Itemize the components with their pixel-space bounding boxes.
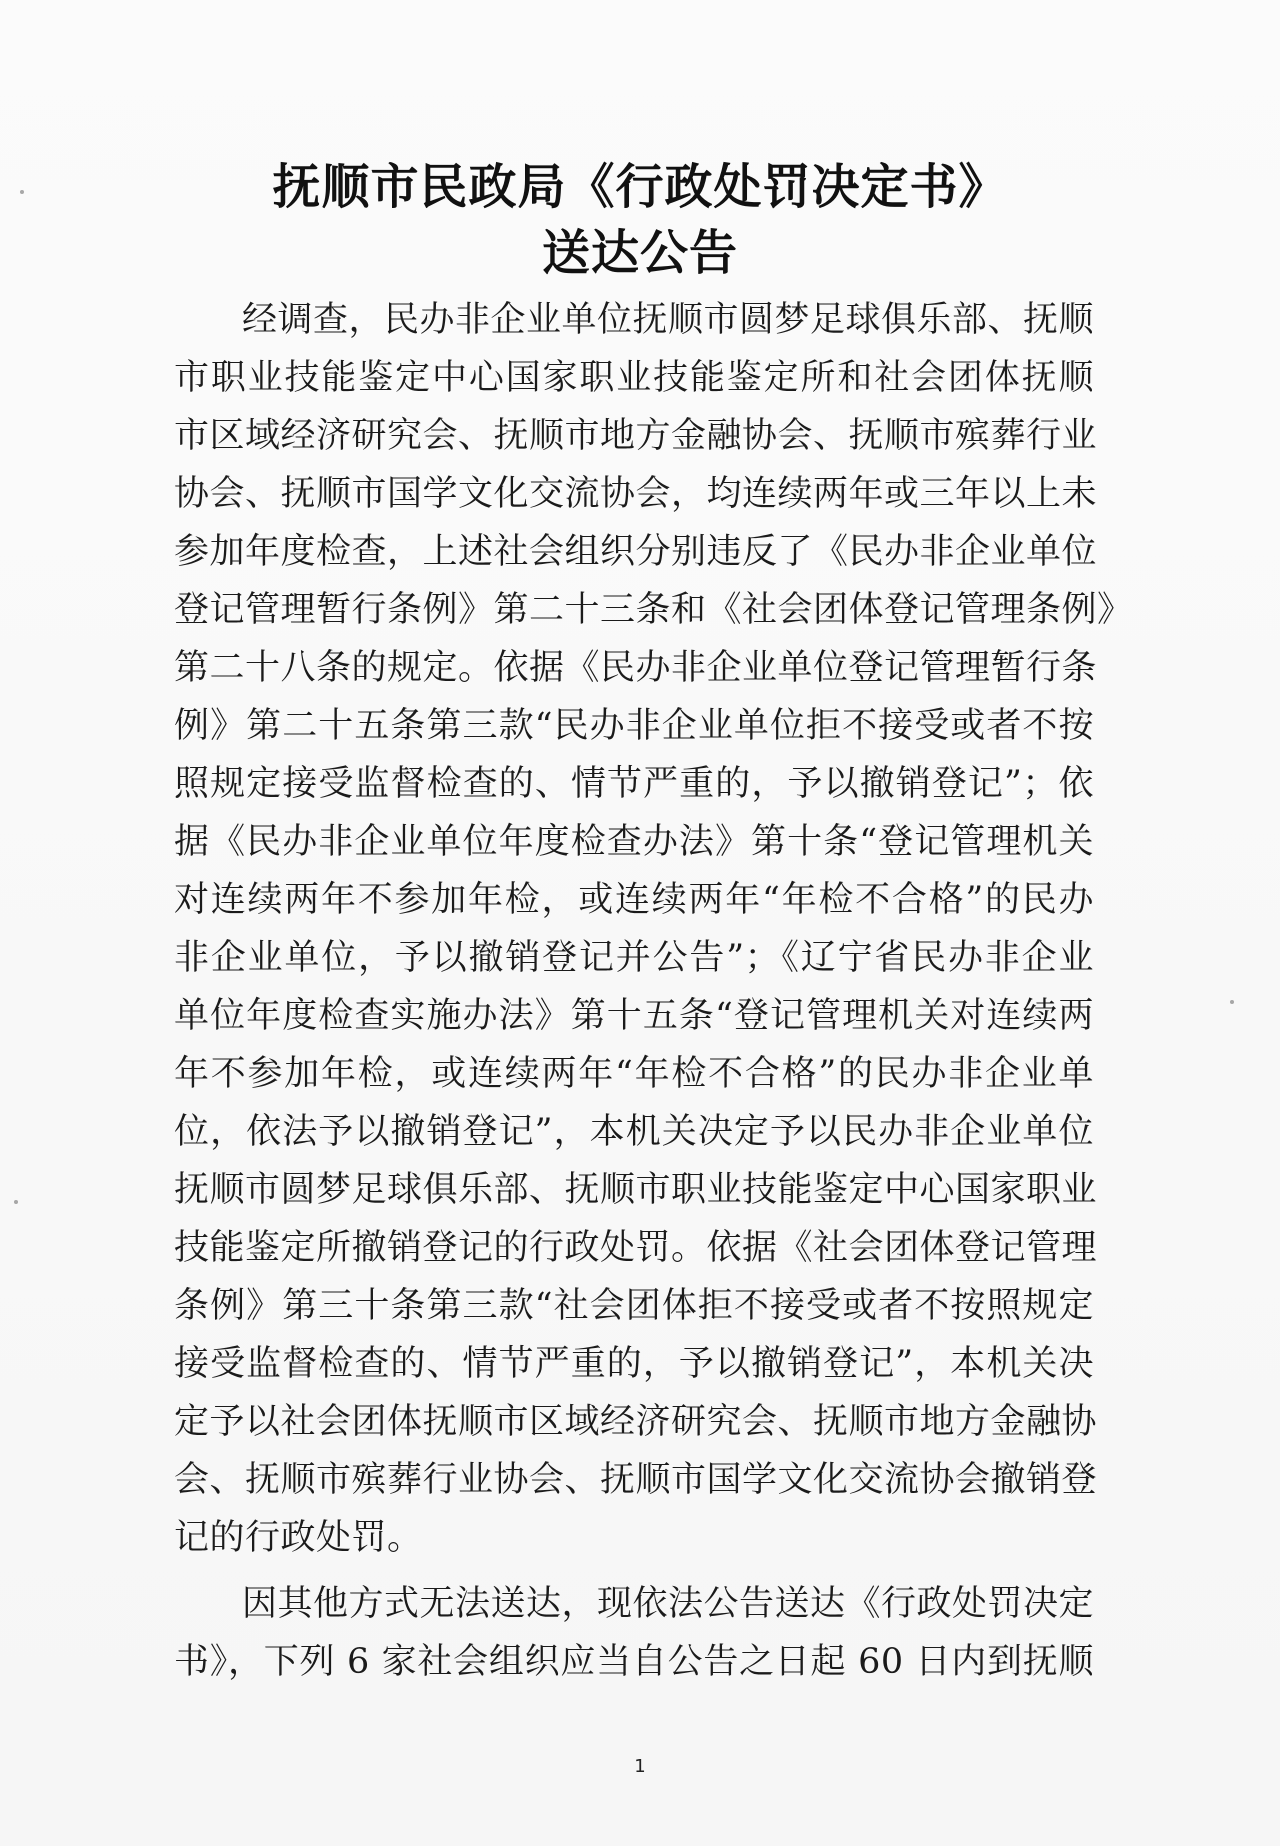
body-line: 因其他方式无法送达，现依法公告送达《行政处罚决定 [242,1584,1095,1624]
body-line: 技能鉴定所撤销登记的行政处罚。依据《社会团体登记管理 [174,1228,1098,1268]
body-line: 第二十八条的规定。依据《民办非企业单位登记管理暂行条 [174,648,1098,688]
document-title-line1: 抚顺市民政局《行政处罚决定书》 [272,159,1008,215]
body-line: 接受监督检查的、情节严重的，予以撤销登记”，本机关决 [174,1344,1094,1384]
body-line: 书》，下列 6 家社会组织应当自公告之日起 60 日内到抚顺 [174,1642,1094,1682]
body-line: 年不参加年检，或连续两年“年检不合格”的民办非企业单 [174,1054,1094,1094]
body-line: 照规定接受监督检查的、情节严重的，予以撤销登记”；依 [174,764,1094,804]
scan-speck [1230,1000,1234,1004]
scan-speck [20,190,24,194]
body-line: 市职业技能鉴定中心国家职业技能鉴定所和社会团体抚顺 [174,358,1094,398]
body-line: 据《民办非企业单位年度检查办法》第十条“登记管理机关 [174,822,1094,862]
body-line: 记的行政处罚。 [174,1518,423,1558]
body-line: 会、抚顺市殡葬行业协会、抚顺市国学文化交流协会撤销登 [174,1460,1098,1500]
body-line: 登记管理暂行条例》第二十三条和《社会团体登记管理条例》 [174,590,1133,630]
scan-speck [14,1200,18,1204]
body-line: 抚顺市圆梦足球俱乐部、抚顺市职业技能鉴定中心国家职业 [174,1170,1098,1210]
body-line: 位，依法予以撤销登记”，本机关决定予以民办非企业单位 [174,1112,1094,1152]
body-line: 对连续两年不参加年检，或连续两年“年检不合格”的民办 [174,880,1094,920]
body-line: 经调查，民办非企业单位抚顺市圆梦足球俱乐部、抚顺 [242,300,1095,340]
body-line: 条例》第三十条第三款“社会团体拒不接受或者不按照规定 [174,1286,1094,1326]
body-line: 协会、抚顺市国学文化交流协会，均连续两年或三年以上未 [174,474,1098,514]
page-number: 1 [634,1756,646,1777]
body-line: 定予以社会团体抚顺市区域经济研究会、抚顺市地方金融协 [174,1402,1098,1442]
body-line: 例》第二十五条第三款“民办非企业单位拒不接受或者不按 [174,706,1094,746]
document-title-line2: 送达公告 [541,225,738,281]
body-line: 单位年度检查实施办法》第十五条“登记管理机关对连续两 [174,996,1094,1036]
body-line: 市区域经济研究会、抚顺市地方金融协会、抚顺市殡葬行业 [174,416,1098,456]
body-line: 参加年度检查，上述社会组织分别违反了《民办非企业单位 [174,532,1098,572]
body-line: 非企业单位，予以撤销登记并公告”；《辽宁省民办非企业 [174,938,1094,978]
